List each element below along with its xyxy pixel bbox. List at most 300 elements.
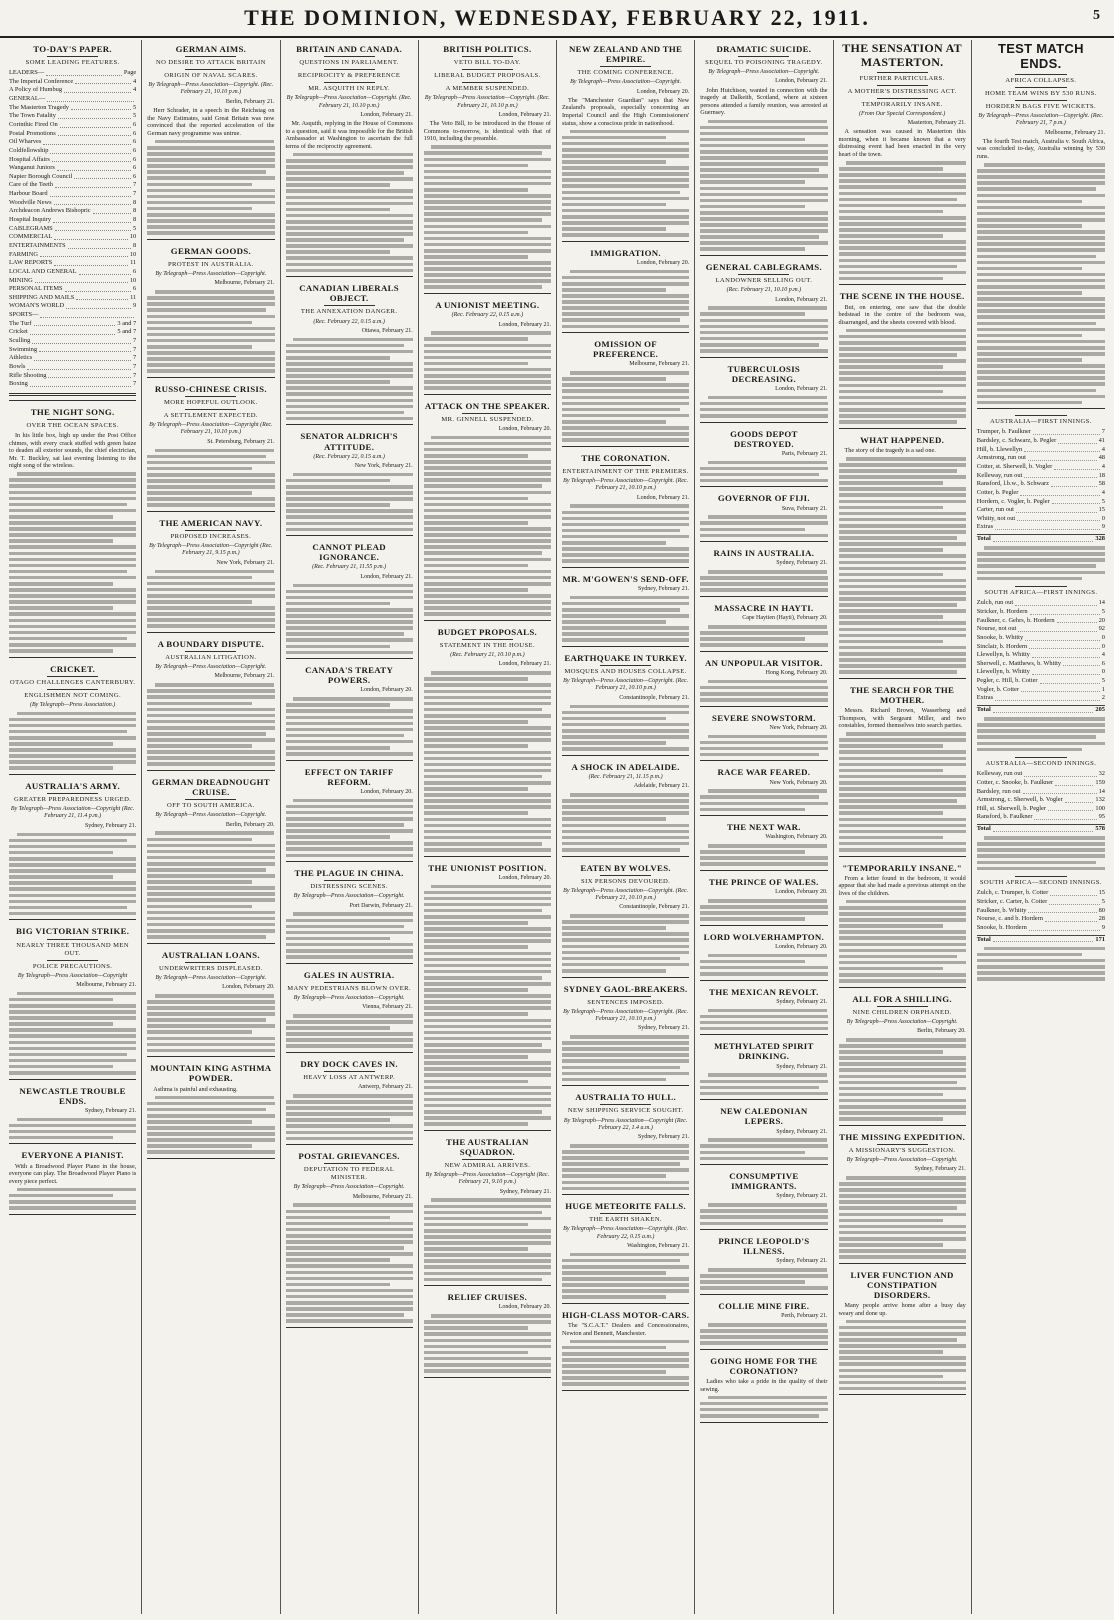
text-line	[839, 924, 943, 928]
article-divider	[839, 1394, 966, 1395]
text-line	[424, 182, 551, 186]
text-line	[562, 203, 666, 207]
text-line	[147, 868, 265, 872]
text-line	[839, 1044, 966, 1048]
text-line	[839, 192, 966, 196]
text-line	[9, 625, 136, 629]
index-entry-name: Hospital Inquiry	[9, 216, 52, 224]
text-line	[424, 249, 551, 253]
batsman-name: Pegler, c. Hill, b. Cotter	[976, 677, 1038, 685]
text-line	[562, 1156, 689, 1160]
scorecard-row	[977, 677, 1105, 686]
scorecard	[977, 876, 1105, 980]
text-line	[286, 171, 404, 175]
text-line	[424, 255, 528, 259]
leader-dots	[993, 535, 1094, 542]
text-line	[286, 386, 413, 390]
article-divider	[286, 535, 413, 536]
text-line	[984, 546, 1105, 550]
text-line	[708, 1009, 828, 1013]
article-dateline: By Telegraph—Press Association—Copyright (Rec. February 21, 9.10 p.m.)	[425, 1172, 550, 1186]
article-body-text	[700, 789, 827, 811]
text-line	[9, 863, 136, 867]
text-line	[700, 1086, 818, 1090]
text-line	[562, 957, 680, 961]
text-line	[424, 1247, 528, 1251]
text-line	[9, 1053, 127, 1057]
index-entry	[9, 173, 136, 182]
text-line	[147, 321, 251, 325]
text-line	[424, 988, 528, 992]
text-line	[286, 1228, 413, 1232]
article	[424, 1137, 551, 1287]
article	[562, 863, 689, 978]
article-body-text	[286, 912, 413, 958]
text-line	[700, 126, 827, 130]
text-line	[424, 484, 542, 488]
text-line	[708, 570, 828, 574]
text-line	[147, 892, 274, 896]
article-subheading: DEPUTATION TO FEDERAL MINISTER.	[286, 1163, 413, 1182]
text-line	[839, 1056, 966, 1060]
article-body-text	[839, 1176, 966, 1259]
text-line	[839, 769, 943, 773]
text-line	[700, 966, 827, 970]
article-place: London, February 20.	[222, 984, 275, 991]
text-line	[562, 172, 689, 176]
text-line	[700, 235, 818, 239]
text-line	[570, 793, 690, 797]
text-line	[708, 1203, 828, 1207]
text-line	[147, 588, 274, 592]
text-line	[286, 479, 390, 483]
text-line	[708, 515, 828, 519]
text-line	[846, 329, 966, 333]
index-entry-page: 11	[130, 259, 137, 267]
text-line	[839, 824, 966, 828]
text-line	[977, 965, 1105, 969]
text-line	[286, 503, 390, 507]
text-line	[9, 588, 136, 592]
text-line	[839, 912, 966, 916]
article-place: London, February 21.	[775, 385, 828, 392]
text-line	[9, 718, 136, 722]
scorecard-row	[977, 660, 1105, 669]
text-line	[147, 880, 251, 884]
text-line	[9, 724, 136, 728]
article	[147, 777, 274, 944]
article-body-text	[700, 680, 827, 702]
text-line	[286, 509, 413, 513]
article-divider	[700, 815, 827, 816]
leader-dots	[1052, 498, 1100, 505]
batsman-name: Whitty, not out	[976, 514, 1016, 522]
article-body-text	[700, 1396, 827, 1418]
text-line	[839, 542, 966, 546]
text-line	[708, 1138, 828, 1142]
index-entry-name: ENTERTAINMENTS	[9, 241, 66, 249]
page-number: 5	[1093, 8, 1100, 23]
article	[147, 518, 274, 633]
text-line	[424, 1357, 551, 1361]
index-entry-name: Harbour Board	[9, 190, 48, 198]
batsman-name: Extras	[976, 523, 994, 531]
text-line	[286, 722, 413, 726]
article-headline: GOODS DEPOT DESTROYED.	[730, 428, 798, 449]
article-dateline: By Telegraph—Press Association—Copyright.	[155, 812, 267, 819]
scorecard-row	[977, 824, 1105, 834]
article-body-text	[977, 546, 1105, 580]
text-line	[562, 408, 680, 412]
leader-dots	[1023, 788, 1097, 795]
text-line	[562, 1066, 680, 1070]
text-line	[286, 522, 413, 526]
text-line	[424, 818, 551, 822]
batsman-name: Ransford, b. Faulkner	[976, 813, 1033, 821]
text-line	[700, 1414, 818, 1418]
leader-dots	[1024, 770, 1096, 777]
article-headline: A BOUNDARY DISPUTE.	[157, 639, 265, 649]
text-line	[839, 973, 966, 977]
text-line	[147, 929, 274, 933]
index-entry	[9, 95, 136, 104]
article-body-text	[286, 1094, 413, 1140]
text-line	[9, 637, 127, 641]
text-line	[286, 368, 413, 372]
leader-dots	[40, 311, 134, 318]
article	[562, 1310, 689, 1391]
text-line	[424, 793, 551, 797]
article-paragraph: The fourth Test match, Australia v. South Africa, was concluded to-day, Australia winning by 530 runs.	[976, 137, 1105, 161]
text-line	[424, 212, 551, 216]
text-line	[147, 308, 265, 312]
text-line	[562, 318, 680, 322]
text-line	[562, 1041, 689, 1045]
text-line	[839, 1068, 966, 1072]
text-line	[700, 1144, 827, 1148]
article-dateline: (Rec. February 22, 0.15 a.m.)	[313, 318, 385, 325]
text-line	[700, 698, 827, 702]
article	[700, 548, 827, 597]
article-dateline: By Telegraph—Press Association—Copyright.	[708, 69, 820, 76]
article-headline: GALES IN AUSTRIA.	[303, 969, 395, 980]
article-dateline: (From Our Special Correspondent.)	[859, 110, 946, 117]
text-line	[708, 1073, 828, 1077]
text-line	[839, 1062, 966, 1066]
article	[700, 987, 827, 1036]
scorecard-row	[977, 770, 1105, 779]
text-line	[562, 1150, 689, 1154]
scorecard-row	[977, 907, 1105, 916]
article-place: Suva, February 21.	[781, 505, 828, 512]
text-line	[286, 919, 413, 923]
article-body-text	[286, 1014, 413, 1048]
article-divider	[700, 255, 827, 256]
text-line	[977, 352, 1105, 356]
text-line	[17, 472, 137, 476]
leader-dots	[48, 372, 131, 379]
text-line	[286, 590, 413, 594]
text-line	[562, 1271, 666, 1275]
text-line	[839, 1369, 966, 1373]
text-line	[286, 728, 413, 732]
leader-dots	[34, 320, 116, 327]
text-line	[424, 964, 551, 968]
article-body	[839, 875, 966, 898]
article-place: Melbourne, February 21.	[214, 673, 275, 680]
text-line	[424, 1031, 551, 1035]
article	[562, 453, 689, 568]
article-body-text	[562, 1144, 689, 1190]
index-entry-name: Athletics	[9, 354, 33, 362]
text-line	[700, 1286, 827, 1290]
text-line	[839, 234, 943, 238]
article-body-text	[839, 329, 966, 424]
text-line	[700, 741, 827, 745]
index-entry-page: 7	[133, 354, 137, 362]
text-line	[286, 344, 404, 348]
article-body-text	[839, 1038, 966, 1121]
article-place: Paris, February 21.	[781, 450, 828, 457]
article	[562, 44, 689, 242]
text-line	[147, 1144, 251, 1148]
article-headline: THE PLAGUE IN CHINA.	[294, 868, 404, 879]
text-line	[839, 1362, 966, 1366]
text-line	[424, 945, 528, 949]
text-line	[293, 338, 413, 342]
text-line	[286, 1131, 413, 1135]
text-line	[839, 414, 966, 418]
article-place: Sydney, February 21.	[776, 560, 828, 567]
leader-dots	[27, 363, 131, 370]
article-subheading: QUESTIONS IN PARLIAMENT.	[286, 56, 413, 67]
batsman-name: Cotter, c. Snooke, b. Faulkner	[976, 778, 1054, 786]
text-line	[424, 515, 551, 519]
batsman-name: Hill, b. Llewellyn	[976, 445, 1023, 453]
text-line	[839, 628, 966, 632]
article-divider	[562, 332, 689, 333]
article-divider	[700, 422, 827, 423]
leader-dots	[50, 190, 132, 197]
article-headline: POSTAL GRIEVANCES.	[298, 1151, 400, 1162]
article-divider	[562, 567, 689, 568]
text-line	[977, 334, 1082, 338]
runs-value: 5	[1101, 897, 1105, 905]
leader-dots	[1029, 643, 1100, 650]
index-entry-name: Boxing	[9, 380, 28, 388]
index-entry-page: 5	[133, 112, 137, 120]
article-subheading: LIBERAL BUDGET PROPOSALS.	[424, 69, 551, 80]
text-line	[700, 174, 827, 178]
text-line	[424, 1049, 551, 1053]
text-line	[562, 848, 680, 852]
article-place: Sydney, February 21.	[84, 1107, 137, 1114]
text-line	[708, 1396, 828, 1400]
text-line	[562, 426, 689, 430]
text-line	[9, 1206, 136, 1210]
text-line	[708, 396, 828, 400]
article-paragraph: The story of the tragedy is a sad one.	[844, 446, 936, 454]
text-line	[839, 1081, 957, 1085]
text-line	[431, 671, 551, 675]
article-body-text	[562, 705, 689, 751]
article-headline: EFFECT ON TARIFF REFORM.	[304, 766, 394, 787]
text-line	[286, 703, 390, 707]
article-body-text	[700, 1203, 827, 1225]
text-line	[839, 757, 966, 761]
article-body-text	[562, 914, 689, 972]
text-line	[424, 1061, 551, 1065]
text-line	[700, 193, 827, 197]
text-line	[839, 420, 957, 424]
article-body-text	[147, 570, 274, 628]
text-line	[562, 325, 689, 329]
scorecard	[977, 757, 1105, 870]
text-line	[700, 850, 804, 854]
text-line	[9, 1004, 136, 1008]
text-line	[147, 576, 251, 580]
text-line	[839, 185, 966, 189]
text-line	[286, 1038, 413, 1042]
text-line	[700, 162, 827, 166]
article-place: Sydney, February 21.	[637, 1134, 690, 1141]
batsman-name: Bardsley, c. Schwarz, b. Pegler	[976, 437, 1057, 445]
text-line	[17, 992, 137, 996]
article-body-text	[700, 844, 827, 866]
text-line	[286, 1100, 413, 1104]
text-line	[286, 1234, 413, 1238]
batsman-name: Trumper, b. Faulkner	[976, 428, 1031, 436]
text-line	[708, 120, 828, 124]
text-line	[286, 350, 413, 354]
article	[700, 822, 827, 871]
text-line	[562, 1059, 689, 1063]
article-subheading: HOME TEAM WINS BY 530 RUNS.	[977, 87, 1105, 98]
text-line	[839, 240, 966, 244]
batsman-name: Zulch, run out	[976, 599, 1014, 607]
article-body-text	[562, 504, 689, 562]
index-entry-page: 10	[129, 233, 137, 241]
article-divider	[700, 706, 827, 707]
text-line	[839, 384, 966, 388]
text-line	[700, 686, 827, 690]
index-entry-name: The Turf	[9, 319, 32, 327]
runs-value: 171	[1095, 935, 1105, 943]
article-divider	[9, 657, 136, 658]
text-line	[424, 158, 551, 162]
text-line	[977, 285, 1105, 289]
text-line	[286, 734, 404, 738]
index-entry-name: Wanganui Juniors	[9, 164, 55, 172]
text-line	[424, 1104, 551, 1108]
text-line	[286, 841, 413, 845]
text-line	[424, 454, 528, 458]
text-line	[839, 1375, 943, 1379]
text-line	[846, 1176, 966, 1180]
text-line	[147, 503, 274, 507]
article-body-text	[700, 1138, 827, 1160]
text-line	[286, 399, 413, 403]
leader-dots	[46, 69, 122, 76]
index-entry-page: 8	[133, 207, 137, 215]
text-line	[700, 1092, 827, 1096]
text-line	[562, 711, 689, 715]
text-line	[286, 256, 413, 260]
text-line	[286, 226, 413, 230]
text-line	[424, 830, 551, 834]
text-line	[839, 210, 943, 214]
text-line	[839, 365, 943, 369]
text-line	[839, 1225, 966, 1229]
text-line	[286, 596, 413, 600]
text-line	[839, 949, 966, 953]
text-line	[839, 335, 966, 339]
text-line	[700, 473, 818, 477]
article-divider	[839, 987, 966, 988]
text-line	[700, 223, 827, 227]
article-headline: RELIEF CRUISES.	[447, 1292, 528, 1303]
leader-dots	[75, 78, 131, 85]
text-line	[424, 594, 551, 598]
text-line	[147, 189, 274, 193]
scorecard-row	[977, 446, 1105, 455]
text-line	[700, 856, 827, 860]
text-line	[977, 169, 1105, 173]
index-entry-name: GENERAL—	[9, 95, 46, 103]
text-line	[424, 151, 542, 155]
text-line	[977, 297, 1105, 301]
text-line	[562, 148, 689, 152]
text-line	[700, 229, 827, 233]
text-line	[424, 1012, 528, 1016]
article-body-text	[147, 683, 274, 766]
text-line	[839, 573, 943, 577]
text-line	[147, 315, 274, 319]
text-line	[424, 909, 542, 913]
text-line	[977, 735, 1096, 739]
article-headline: BIG VICTORIAN STRIKE.	[15, 926, 130, 937]
text-line	[839, 1338, 957, 1342]
text-line	[286, 1277, 413, 1281]
runs-value: 41	[1098, 437, 1105, 445]
article-headline: THE PRINCE OF WALES.	[709, 876, 819, 887]
text-line	[562, 1265, 689, 1269]
text-line	[286, 183, 390, 187]
text-line	[147, 874, 274, 878]
article-subheading: OTAGO CHALLENGES CANTERBURY.	[9, 676, 136, 687]
batsman-name: Sinclair, b. Hordern	[976, 642, 1028, 650]
text-line	[562, 1358, 689, 1362]
leader-dots	[1028, 454, 1097, 461]
text-line	[424, 1086, 551, 1090]
article-headline: THE NIGHT SONG.	[30, 406, 115, 417]
leader-dots	[1040, 677, 1100, 684]
text-line	[562, 438, 689, 442]
text-line	[286, 1112, 413, 1116]
article-paragraph: A sensation was caused in Masterton this morning, when it became known that a very distressing event had been enacted in the very heart of the town.	[838, 128, 966, 158]
leader-dots	[1024, 446, 1100, 453]
batsman-name: Total	[976, 535, 991, 543]
text-line	[286, 380, 390, 384]
text-line	[147, 850, 274, 854]
index-entry	[9, 112, 136, 121]
article-divider	[147, 377, 274, 378]
scorecard-row	[977, 686, 1105, 695]
text-line	[9, 875, 113, 879]
leader-dots	[35, 277, 128, 284]
text-line	[562, 951, 689, 955]
index-entry	[9, 372, 136, 381]
